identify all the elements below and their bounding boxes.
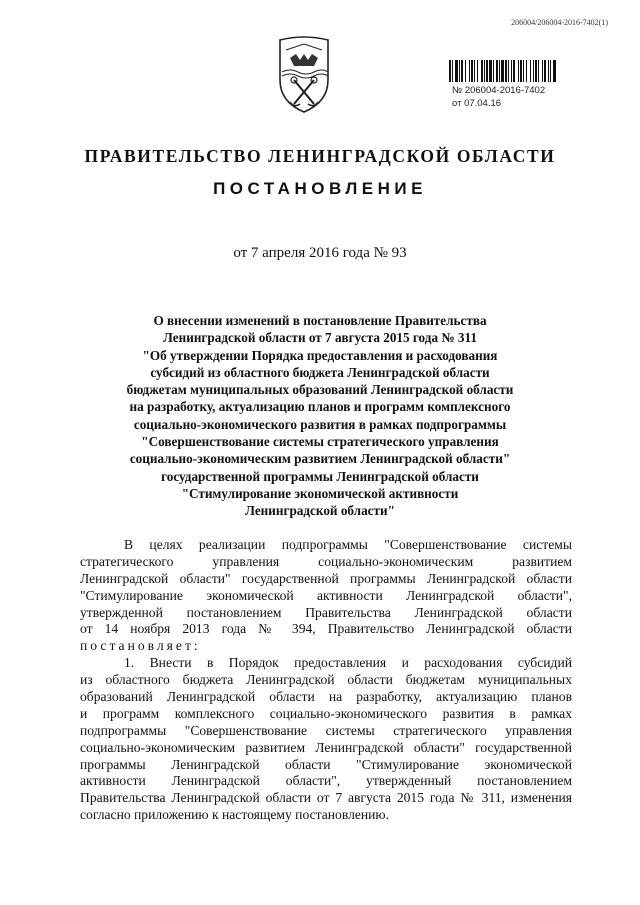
subject-line: социально-экономическим развитием Ленинградской области" bbox=[129, 451, 511, 467]
barcode-icon bbox=[449, 60, 599, 82]
registration-date: от 07.04.16 bbox=[452, 98, 502, 109]
item-line: 1. Внести в Порядок предоставления и расходования субсидий bbox=[124, 655, 572, 671]
item-line: подпрограммы "Совершенствование системы стратегического управления bbox=[80, 722, 572, 738]
item-line: Правительства Ленинградской области от 7 августа 2015 года № 311, изменения bbox=[80, 790, 572, 806]
subject-line: государственной программы Ленинградской области bbox=[161, 468, 479, 484]
subject-line: Ленинградской области" bbox=[245, 503, 395, 519]
subject-line: субсидий из областного бюджета Ленинградской области bbox=[150, 364, 490, 380]
preamble-line: Ленинградской области" государственной программы Ленинградской области bbox=[80, 570, 572, 586]
preamble-line: утвержденной постановлением Правительства Ленинградской области bbox=[80, 604, 572, 620]
registration-number: № 206004-2016-7402 bbox=[452, 85, 546, 96]
preamble-line: "Стимулирование экономической активности Ленинградской области", bbox=[80, 587, 572, 603]
subject-line: Ленинградской области от 7 августа 2015 года № 311 bbox=[163, 330, 477, 346]
item-line: и программ комплексного социально-экономического развития в рамках bbox=[80, 705, 572, 721]
item-line: программы Ленинградской области "Стимулирование экономической bbox=[80, 756, 572, 772]
subject-line: "Стимулирование экономической активности bbox=[181, 485, 459, 501]
government-title: ПРАВИТЕЛЬСТВО ЛЕНИНГРАДСКОЙ ОБЛАСТИ bbox=[84, 146, 556, 166]
item-line: из областного бюджета Ленинградской области бюджетам муниципальных bbox=[80, 672, 572, 688]
document-date: от 7 апреля 2016 года № 93 bbox=[233, 245, 407, 261]
subject-line: социально-экономического развития в рамках подпрограммы bbox=[133, 416, 507, 432]
coat-of-arms-icon bbox=[276, 36, 332, 116]
item-line-last: согласно приложению к настоящему постановлению. bbox=[80, 807, 389, 823]
subject-line: "Совершенствование системы стратегического управления bbox=[141, 434, 499, 450]
preamble-line: стратегического управления социально-экономическим развитием bbox=[80, 553, 572, 569]
subject-line: О внесении изменений в постановление Правительства bbox=[153, 313, 487, 328]
document-body bbox=[80, 537, 572, 824]
subject-line: на разработку, актуализацию планов и программ комплексного bbox=[129, 399, 511, 415]
item-line: социально-экономическим развитием Ленинградской области" государственной bbox=[80, 739, 572, 755]
subject-line: бюджетам муниципальных образований Ленинградской области bbox=[126, 382, 514, 398]
document-subject bbox=[120, 312, 520, 520]
item-line: активности Ленинградской области", утвержденный постановлением bbox=[80, 773, 572, 789]
resolves-word: постановляет: bbox=[80, 638, 201, 654]
document-type: ПОСТАНОВЛЕНИЕ bbox=[213, 179, 427, 198]
document-id: 206004/206004-2016-7402(1) bbox=[511, 18, 608, 27]
preamble-line: В целях реализации подпрограммы "Совершенствование системы bbox=[124, 537, 572, 552]
item-line: образований Ленинградской области на разработку, актуализацию планов bbox=[80, 689, 572, 705]
preamble-line: от 14 ноября 2013 года № 394, Правительство Ленинградской области bbox=[80, 621, 572, 637]
subject-line: "Об утверждении Порядка предоставления и расходования bbox=[142, 347, 498, 363]
